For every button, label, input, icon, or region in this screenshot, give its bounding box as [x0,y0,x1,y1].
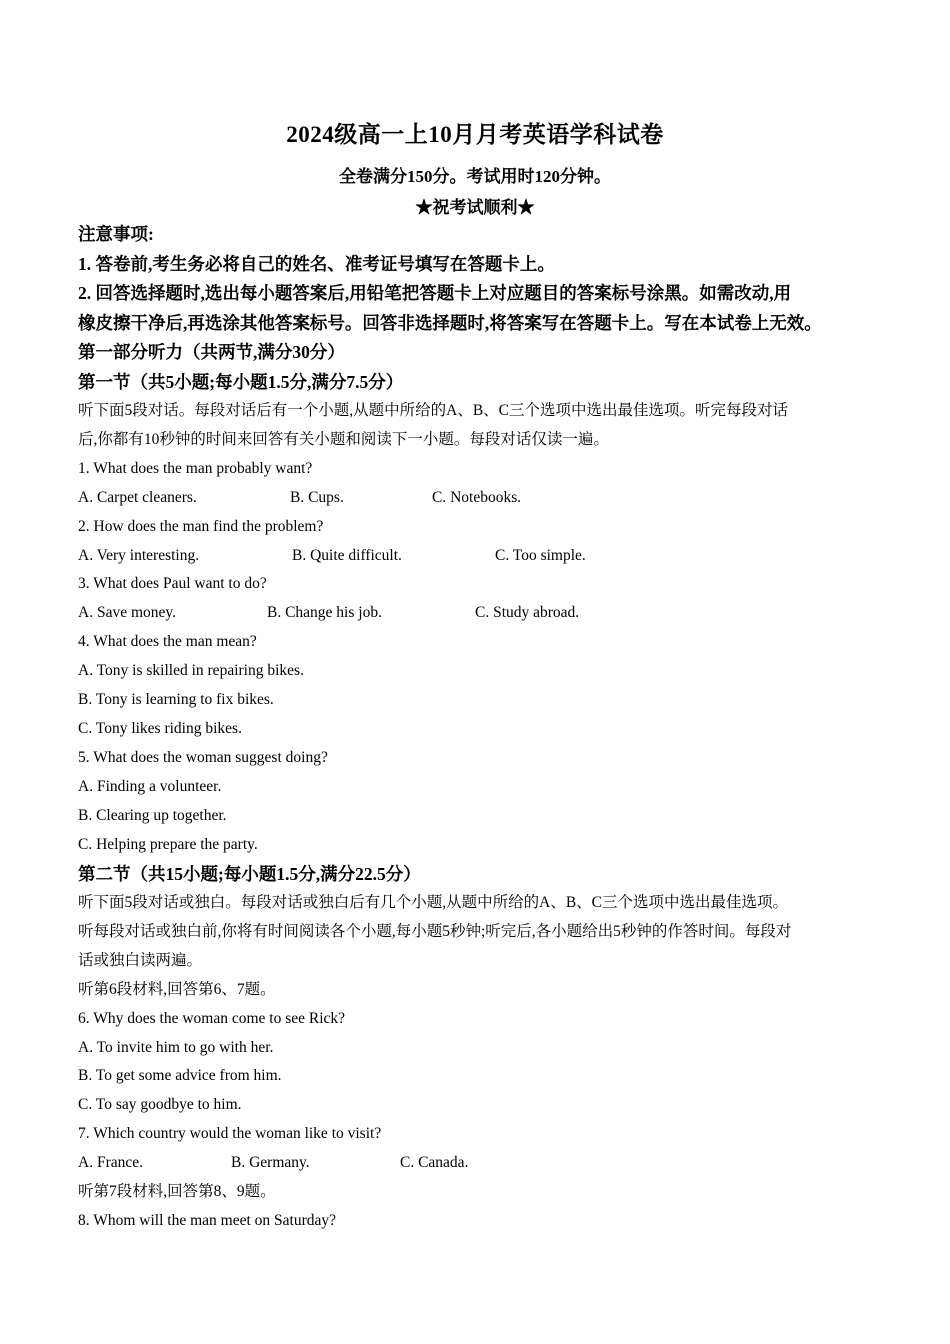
section2-instructions: 话或独白读两遍。 [78,951,203,969]
exam-content [78,220,888,1236]
note-item: 橡皮擦干净后,再选涂其他答案标号。回答非选择题时,将答案写在答题卡上。写在本试卷上无效。 [78,312,822,333]
option-a: A. Finding a volunteer. [78,777,222,795]
question-text: 5. What does the woman suggest doing? [78,748,328,766]
option-b: B. Change his job. [267,604,382,622]
option-a: A. Save money. [78,604,177,622]
option-c: C. Canada. [400,1154,469,1172]
section2-instructions: 听每段对话或独白前,你将有时间阅读各个小题,每小题5秒钟;听完后,各小题给出5秒钟的作答时间。每段对 [78,922,792,940]
option-b: B. Clearing up together. [78,806,227,824]
material-note: 听第7段材料,回答第8、9题。 [78,1183,276,1201]
question-text: 4. What does the man mean? [78,633,257,651]
section2-instructions: 听下面5段对话或独白。每段对话或独白后有几个小题,从题中所给的A、B、C三个选项中选出最佳选项。 [78,894,788,911]
section1-instructions: 后,你都有10秒钟的时间来回答有关小题和阅读下一小题。每段对话仅读一遍。 [78,430,609,448]
options-row [78,542,888,571]
note-item: 1. 答卷前,考生务必将自己的姓名、准考证号填写在答题卡上。 [78,253,555,274]
option-b: B. To get some advice from him. [78,1067,282,1085]
question-text: 2. How does the man find the problem? [78,517,324,535]
option-b: B. Cups. [290,488,344,506]
question-text: 1. What does the man probably want? [78,459,313,477]
blessing-line: ★祝考试顺利★ [415,198,535,217]
section1-instructions: 听下面5段对话。每段对话后有一个小题,从题中所给的A、B、C三个选项中选出最佳选项。听完每段对话 [78,402,788,419]
option-b: B. Tony is learning to fix bikes. [78,691,274,709]
material-note: 听第6段材料,回答第6、7题。 [78,980,276,998]
question-text: 7. Which country would the woman like to visit? [78,1125,382,1143]
option-c: C. Helping prepare the party. [78,835,258,853]
option-a: A. France. [78,1154,143,1172]
option-a: A. Tony is skilled in repairing bikes. [78,662,304,680]
options-row [78,1149,888,1178]
notes-heading: 注意事项: [78,224,154,244]
options-row [78,484,888,513]
option-c: C. Too simple. [495,546,586,564]
option-b: B. Quite difficult. [292,546,402,564]
option-c: C. To say goodbye to him. [78,1096,242,1114]
option-a: A. Carpet cleaners. [78,488,197,506]
section1-heading: 第一节（共5小题;每小题1.5分,满分7.5分） [78,371,404,392]
section2-heading: 第二节（共15小题;每小题1.5分,满分22.5分） [78,863,421,884]
question-text: 8. Whom will the man meet on Saturday? [78,1211,336,1229]
option-c: C. Study abroad. [475,604,580,622]
option-a: A. Very interesting. [78,546,200,564]
note-item: 2. 回答选择题时,选出每小题答案后,用铅笔把答题卡上对应题目的答案标号涂黑。如需改动,用 [78,283,792,303]
option-b: B. Germany. [231,1154,310,1172]
option-c: C. Tony likes riding bikes. [78,719,242,737]
options-row [78,599,888,628]
score-time-info: 全卷满分150分。考试用时120分钟。 [339,167,611,186]
part1-heading: 第一部分听力（共两节,满分30分） [78,342,345,362]
option-a: A. To invite him to go with her. [78,1038,274,1056]
option-c: C. Notebooks. [432,488,522,506]
question-text: 3. What does Paul want to do? [78,575,267,593]
question-text: 6. Why does the woman come to see Rick? [78,1009,346,1027]
exam-title: 2024级高一上10月月考英语学科试卷 [286,122,664,147]
